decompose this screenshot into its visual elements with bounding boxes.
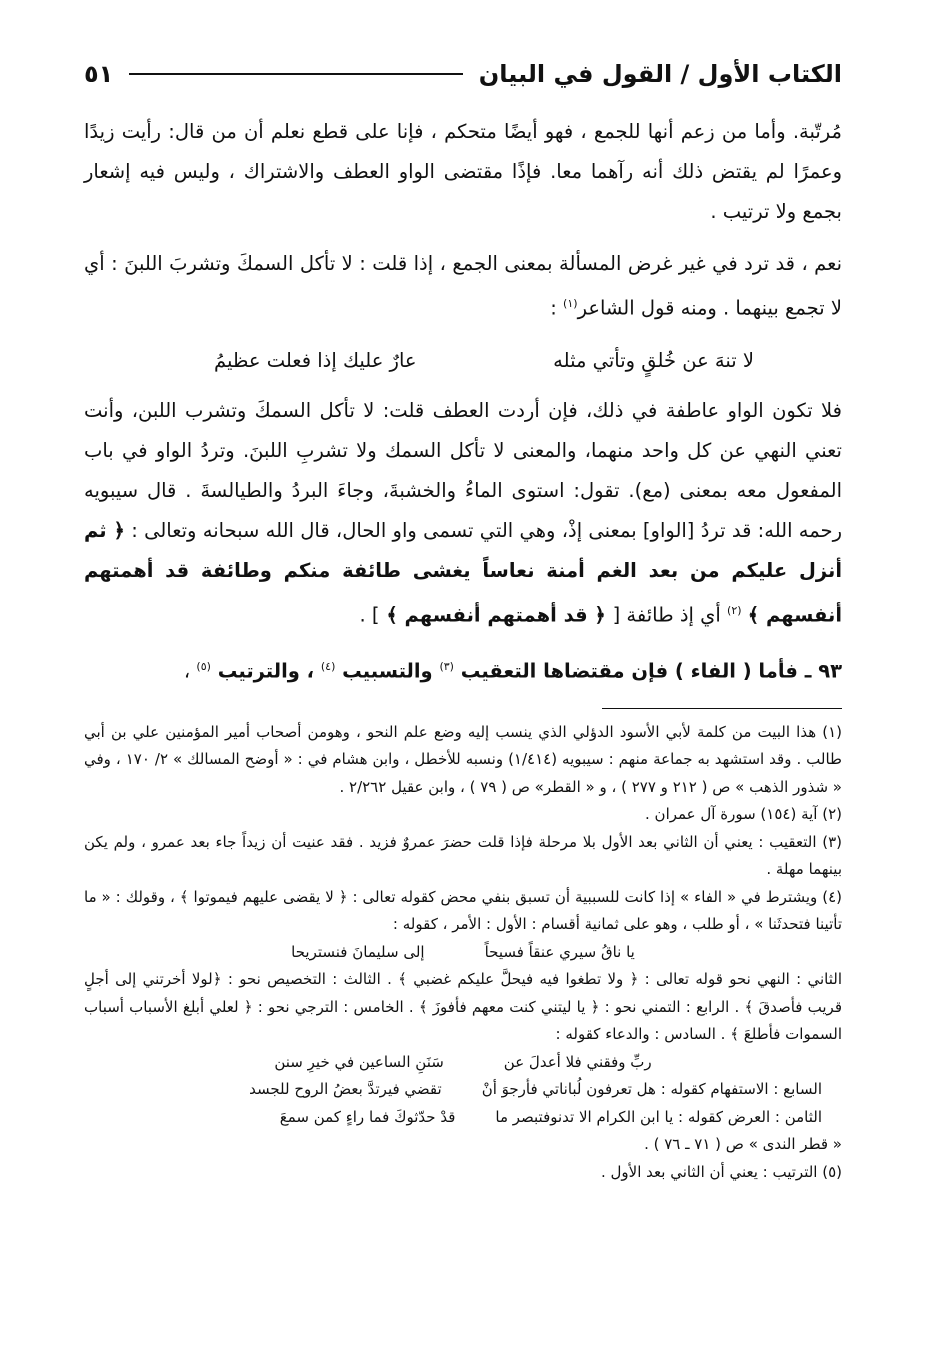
footnote-4-verse-b: إلى سليمانَ فنستريحا bbox=[291, 942, 425, 961]
footnote-4-line-8 bbox=[84, 1104, 842, 1132]
section-number: ٩٣ ـ bbox=[804, 659, 842, 683]
footnote-1: (١) هذا البيت من كلمة لأبي الأسود الدؤلي الذي ينسب إليه وضع علم النحو ، وهومن أصحاب أمير المؤمنين علي بن أبي طالب . وقد استشهد به جماعة منهم : سيبويه (١/٤١٤) ونسبه للأخطل ، وابن هشام في : « أوضح المسالك » ٢/ ١٧٠ ، وفي « شذور الذهب » ص ( ٢١٢ و ٢٧٧ ) ، و « القطر» ص ( ٧٩ ) ، وابن عقيل ٢/٢٦٢ . bbox=[84, 722, 842, 796]
paragraph-3-text-c: ] . bbox=[359, 603, 380, 626]
footnote-2: (٢) آية (١٥٤) سورة آل عمران . bbox=[645, 805, 842, 823]
section-text-2: والتسبيب bbox=[335, 659, 440, 683]
quran-quote-1: ﴿ ثم أنزل عليكم من بعد الغم أمنة نعاساً يغشى طائفة منكم وطائفة قد أهمتهم أنفسهم ﴾ bbox=[84, 518, 842, 626]
paragraph-3-text-a: فلا تكون الواو عاطفة في ذلك، فإن أردت العطف قلت: لا تأكل السمكَ وتشرب اللبن، وأنت تعني النهي عن كل واحد منهما، والمعنى لا تأكل السمك ولا تشربِ اللبنَ. وتردُ الواو في باب المفعول معه بمعنى (مع). تقول: استوى الماءُ والخشبةَ، وجاءَ البردُ والطيالسةَ . قال سيبويه رحمه الله: قد تردُ [الواو] بمعنى إذْ، وهي التي تسمى واو الحال، قال الله سبحانه وتعالى : bbox=[84, 398, 843, 542]
footnote-4-verse-2-a: ربِّ وفقني فلا أعدلَ عن bbox=[503, 1052, 652, 1071]
footnote-3: (٣) التعقيب : يعني أن الثاني بعد الأول بلا مرحلة فإذا قلت حضرَ عمروٌ فزيد . فقد عنيت أن زيداً جاء بعد عمرو ، ولم يكن بينهما مهلة . bbox=[84, 832, 842, 878]
footnote-ref-4[interactable]: (٤) bbox=[320, 660, 336, 673]
header-rule bbox=[129, 73, 462, 75]
section-text-4: ، bbox=[183, 659, 197, 683]
footnote-ref-1[interactable]: (١) bbox=[563, 297, 578, 310]
poem-verse bbox=[84, 341, 842, 381]
footnote-4-verse-a: يا ناقُ سيري عنقاً فسيحاً bbox=[484, 942, 635, 961]
paragraph-2-text: نعم ، قد ترد في غير غرض المسألة بمعنى الجمع ، إذا قلت : لا تأكل السمكَ وتشربَ اللبنَ : أي لا تجمع بينهما . ومنه قول الشاعر bbox=[84, 252, 842, 320]
footnote-4-line-8-a: الثامن : العرض كقوله : يا ابن الكرام الا تدنوفتبصر ما bbox=[495, 1107, 822, 1126]
footnote-4-line-7-b: تقضي فيرتدَّ بعضُ الروح للجسد bbox=[249, 1080, 442, 1098]
footnote-4-verse-2 bbox=[84, 1049, 842, 1077]
footnotes bbox=[84, 719, 842, 1187]
main-text bbox=[84, 112, 842, 692]
footnote-ref-2[interactable]: (٢) bbox=[727, 603, 742, 617]
section-93 bbox=[84, 647, 842, 692]
footnote-4: (٤) ويشترط في « الفاء » إذا كانت للسببية أن تسبق بنفي محض كقوله تعالى : ﴿ لا يقضى عليهم فيموتوا ﴾ ، وقولك : « ما تأتينا فتحدثَنا » ، أو طلب ، وهو على ثمانية أقسام : الأول : الأمر ، كقوله : bbox=[84, 887, 842, 933]
quran-quote-2: ﴿ قد أهمتهم أنفسهم ﴾ bbox=[379, 603, 613, 626]
footnote-4-line-7 bbox=[84, 1076, 842, 1104]
footnote-4-line-7-a: السابع : الاستفهام كقوله : هل تعرفون لُباناتي فأرجوَ أنْ bbox=[481, 1080, 822, 1098]
footnote-ref-3[interactable]: (٣) bbox=[439, 660, 454, 673]
page-header bbox=[84, 52, 842, 96]
footnote-4-line-8-b: قدْ حدّثوكَ فما راءٍ كمن سمعَ bbox=[279, 1107, 456, 1126]
footnote-5: (٥) الترتيب : يعني أن الثاني بعد الأول . bbox=[601, 1162, 842, 1181]
paragraph-2-end: : bbox=[550, 296, 564, 320]
paragraph-3 bbox=[84, 391, 842, 636]
verse-second-hemistich: عارٌ عليك إذا فعلت عظيمُ bbox=[214, 348, 417, 372]
verse-first-hemistich: لا تنهَ عن خُلقٍ وتأتي مثله bbox=[553, 348, 754, 372]
paragraph-2 bbox=[84, 244, 842, 329]
footnote-4-verse-2-b: سَنَنِ الساعين في خيرِ سنن bbox=[274, 1052, 444, 1071]
paragraph-3-text-b: أي إذ طائفة [ bbox=[612, 603, 728, 626]
footnote-4-source: « قطر الندى » ص ( ٧١ ـ ٧٦ ) . bbox=[644, 1135, 842, 1153]
section-text: فأما ( الفاء ) فإن مقتضاها التعقيب bbox=[453, 659, 805, 683]
section-text-3: ، والترتيب bbox=[210, 659, 321, 683]
page-number: ٥١ bbox=[84, 60, 114, 88]
book-title: الكتاب الأول / القول في البيان bbox=[478, 60, 842, 88]
paragraph-1: مُرتّبة. وأما من زعم أنها للجمع ، فهو أيضًا متحكم ، فإنا على قطع نعلم أن من قال: رأيت زيدًا وعمرًا لم يقتض ذلك أنه رآهما معا. فإذًا مقتضى الواو العطف والاشتراك ، وليس فيه إشعار بجمع ولا ترتيب . bbox=[84, 120, 842, 223]
footnote-divider bbox=[602, 708, 842, 709]
footnote-4-verse bbox=[84, 939, 842, 967]
footnote-ref-5[interactable]: (٥) bbox=[196, 660, 211, 673]
footnote-4-continued: الثاني : النهي نحو قوله تعالى : ﴿ ولا تطغوا فيه فيحلَّ عليكم غضبي ﴾ . الثالث : التخصيص نحو : ﴿لولا أخرتني إلى أجلٍ قريب فأصدقَ ﴾ . الرابع : التمني نحو : ﴿ يا ليتني كنت معهم فأفوزَ ﴾ . الخامس : الترجي نحو : ﴿ لعلي أبلغ الأسباب أسباب السموات فأطلعَ ﴾ . السادس : والدعاء كقوله : bbox=[84, 970, 842, 1043]
